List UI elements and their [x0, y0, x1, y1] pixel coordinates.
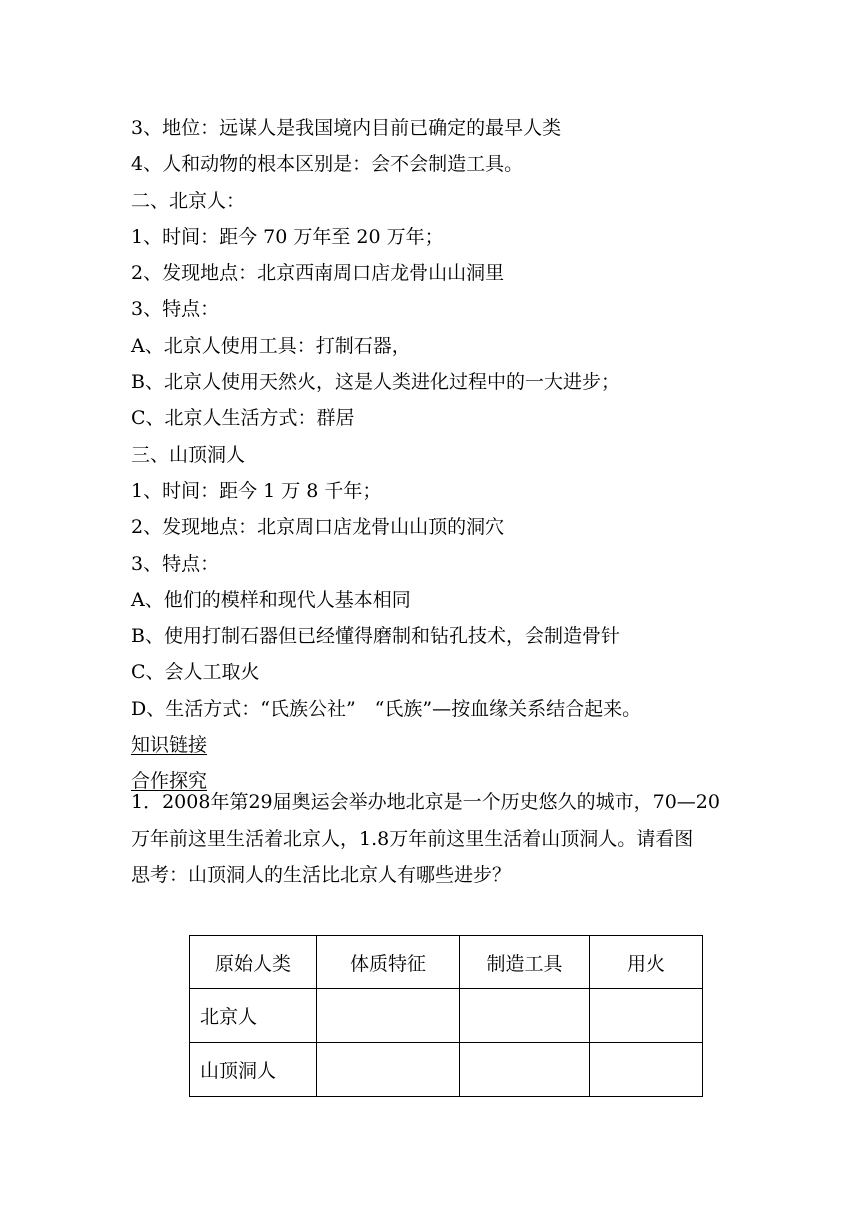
table-cell: [590, 1043, 703, 1097]
notes-list: [131, 110, 771, 800]
row-label-peking-man: 北京人: [190, 989, 317, 1043]
note-line: 4、人和动物的根本区别是：会不会制造工具。: [131, 153, 524, 176]
header-cell-tool-making: 制造工具: [460, 936, 590, 989]
table-cell: [317, 1043, 460, 1097]
note-line: A、北京人使用工具：打制石器，: [131, 334, 411, 357]
note-line: 3、特点：: [131, 298, 220, 321]
header-cell-physical-traits: 体质特征: [317, 936, 460, 989]
note-line: C、北京人生活方式：群居: [131, 407, 355, 430]
note-line: 3、地位：远谋人是我国境内目前已确定的最早人类: [131, 117, 562, 139]
table-row: [190, 1043, 703, 1097]
note-line: A、他们的模样和现代人基本相同: [131, 588, 411, 611]
header-cell-fire-use: 用火: [590, 936, 703, 989]
question-line-1: 1．2008年第29届奥运会举办地北京是一个历史悠久的城市，70—20: [131, 791, 720, 813]
note-line: 2、发现地点：北京西南周口店龙骨山山洞里: [131, 262, 505, 285]
note-line: 1、时间：距今 1 万 8 千年；: [131, 479, 382, 502]
note-line: 2、发现地点：北京周口店龙骨山山顶的洞穴: [131, 516, 505, 539]
question-line-2: 万年前这里生活着北京人，1.8万年前这里生活着山顶洞人。请看图: [131, 827, 694, 850]
note-line: D、生活方式：“氏族公社” “氏族”—按血缘关系结合起来。: [131, 697, 642, 720]
header-cell-primitive-humans: 原始人类: [190, 936, 317, 989]
cooperative-inquiry-label: 合作探究: [131, 770, 208, 793]
table-cell: [460, 989, 590, 1043]
table-cell: [460, 1043, 590, 1097]
note-line: C、会人工取火: [131, 661, 260, 684]
knowledge-link-heading: [131, 727, 771, 763]
section-heading-peking-man: 二、北京人：: [131, 189, 246, 212]
question-paragraph: [131, 784, 751, 894]
note-line: B、使用打制石器但已经懂得磨制和钻孔技术，会制造骨针: [131, 625, 620, 648]
note-line: 1、时间：距今 70 万年至 20 万年；: [131, 225, 444, 248]
table-cell: [590, 989, 703, 1043]
question-line-3: 思考：山顶洞人的生活比北京人有哪些进步？: [131, 864, 512, 886]
note-line: B、北京人使用天然火，这是人类进化过程中的一大进步；: [131, 371, 620, 394]
table-header-row: [190, 936, 703, 989]
table-cell: [317, 989, 460, 1043]
comparison-table: [189, 935, 703, 1097]
table-row: [190, 989, 703, 1043]
note-line: 3、特点：: [131, 552, 220, 575]
section-heading-upper-cave-man: 三、山顶洞人: [131, 443, 246, 466]
knowledge-link-label: 知识链接: [131, 734, 208, 757]
row-label-upper-cave-man: 山顶洞人: [190, 1043, 317, 1097]
